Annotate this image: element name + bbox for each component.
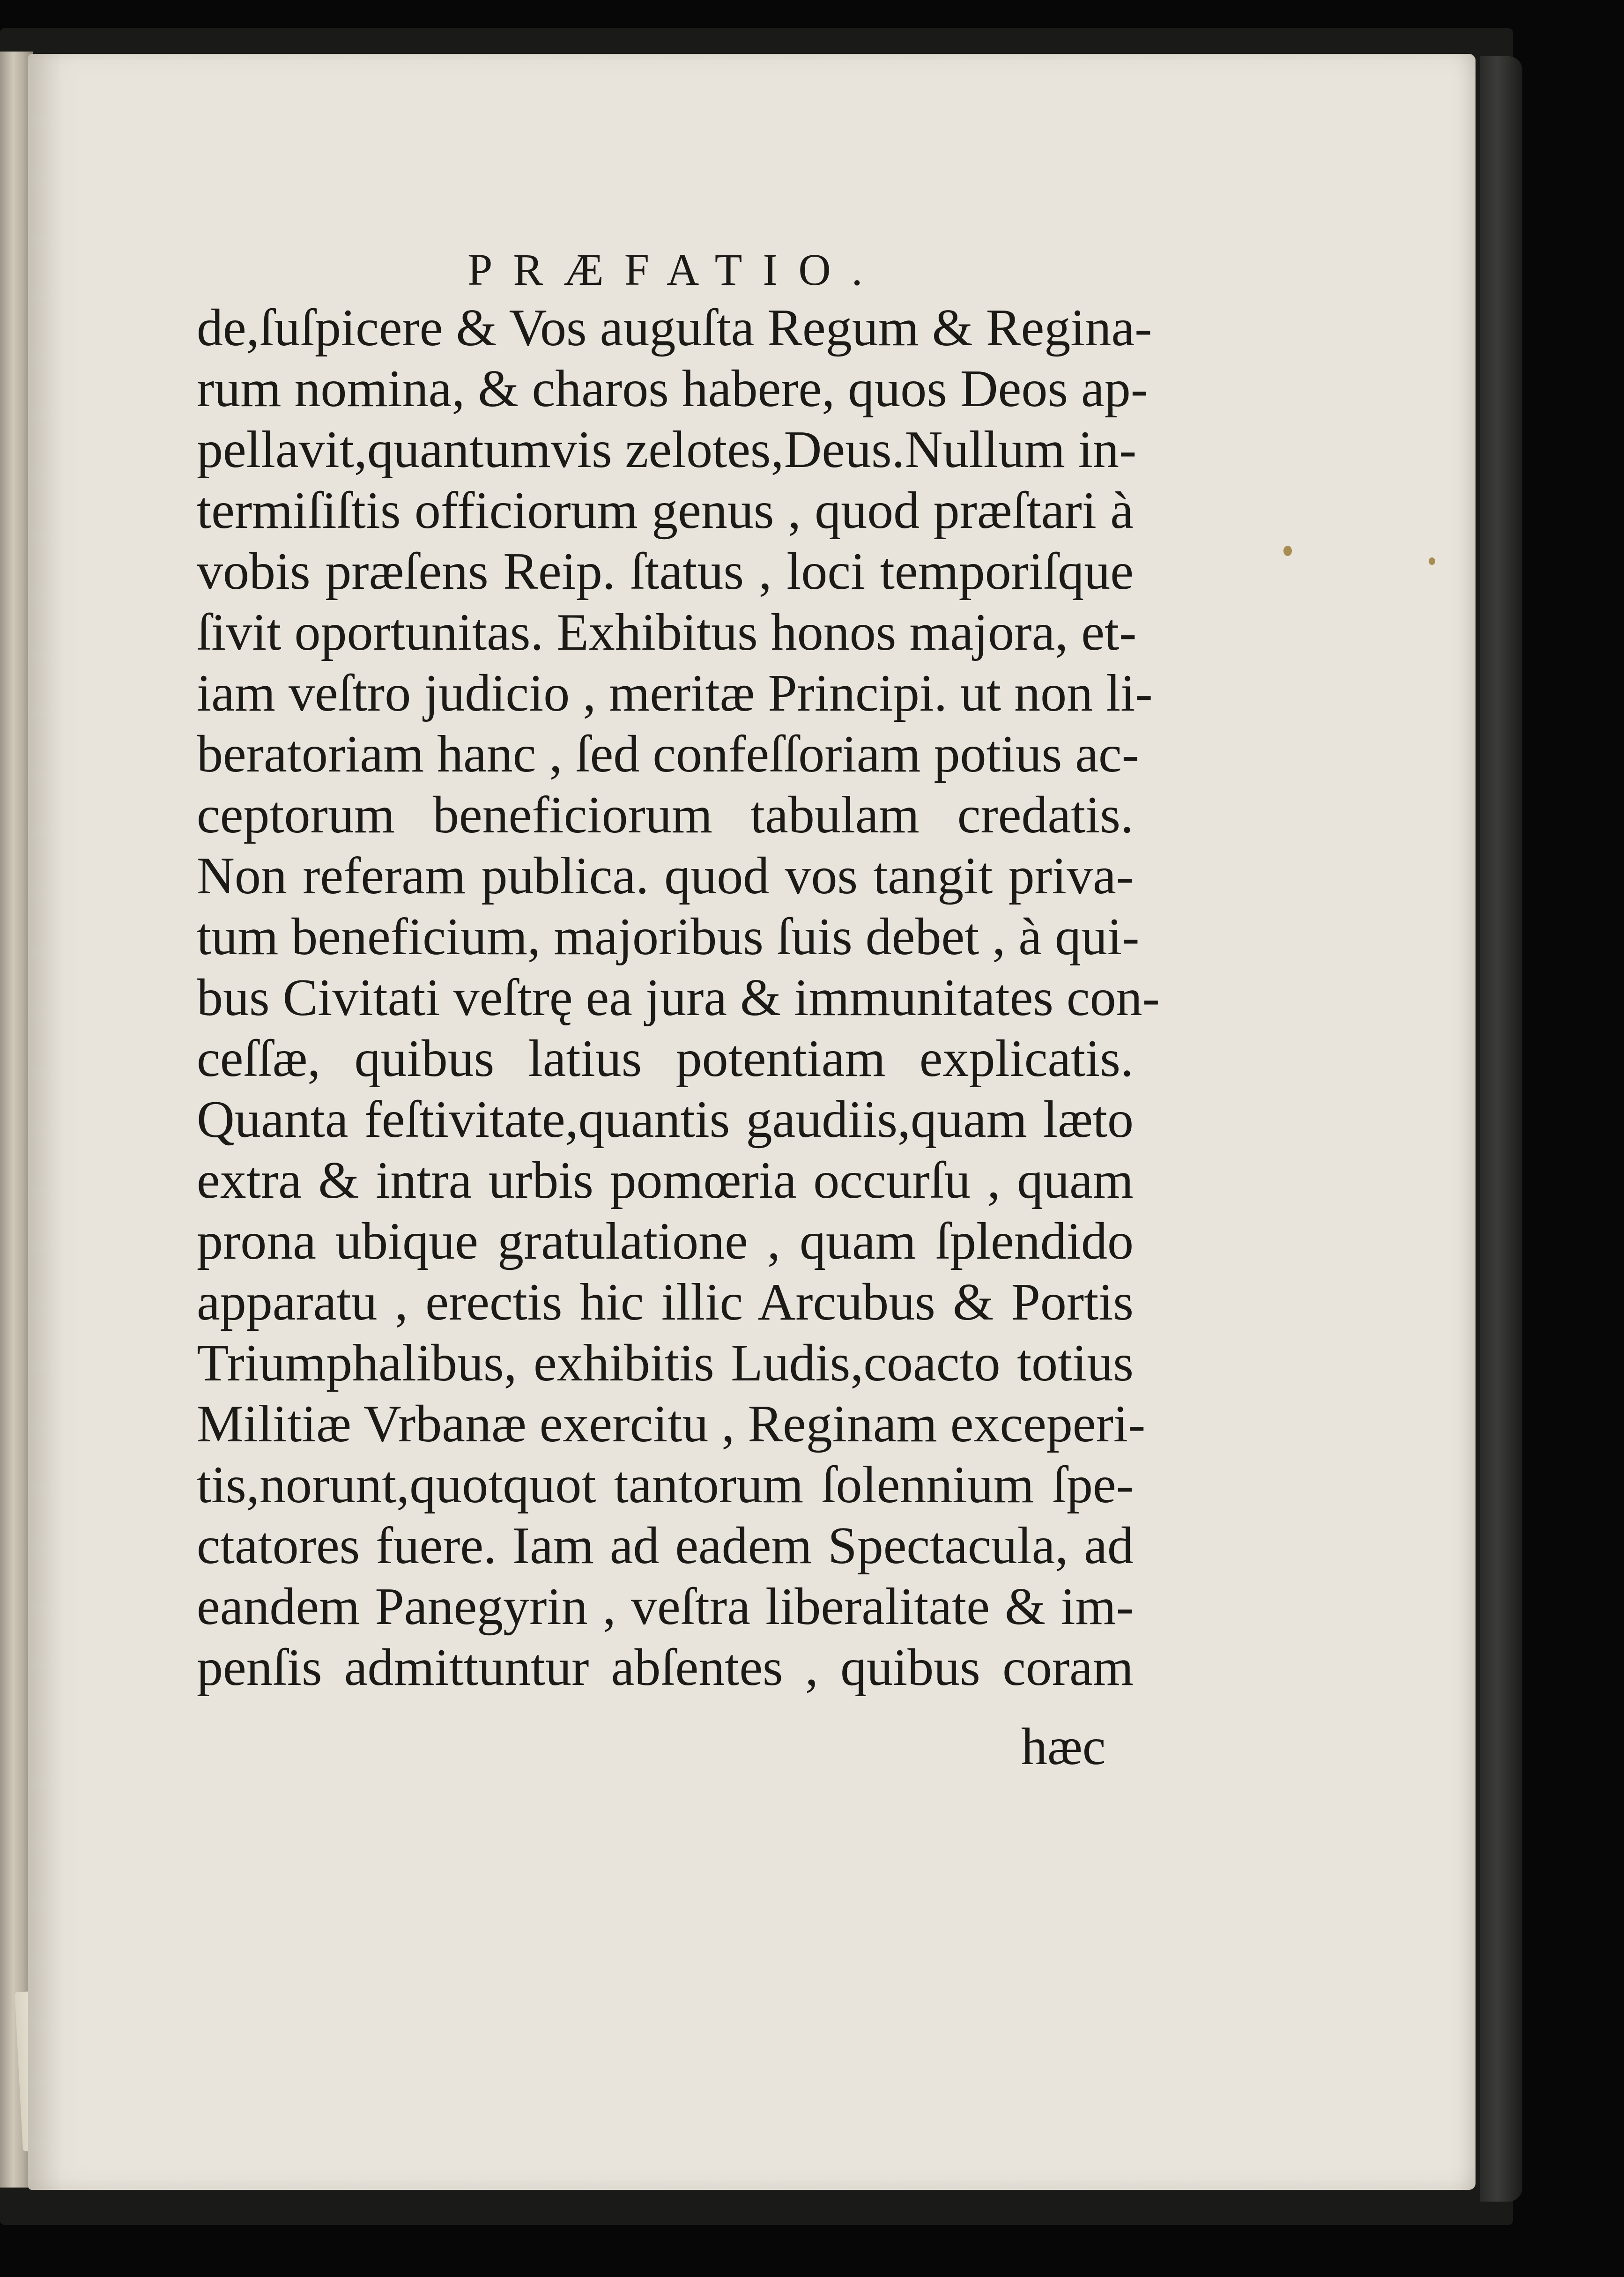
- text-line: Quanta feſtivitate,quantis gaudiis,quam læto: [197, 1090, 1134, 1149]
- text-line: rum nomina, & charos habere, quos Deos ap-: [197, 360, 1148, 418]
- text-line: pellavit,quantumvis zelotes,Deus.Nullum in-: [197, 421, 1137, 479]
- text-line: prona ubique gratulatione , quam ſplendido: [197, 1212, 1134, 1270]
- text-line: Non referam publica. quod vos tangit priva-: [197, 847, 1134, 905]
- text-line: tum beneficium, majoribus ſuis debet , à qui-: [197, 908, 1140, 966]
- book-cover-edge: [1480, 56, 1522, 2202]
- text-line: eandem Panegyrin , veſtra liberalitate & im-: [197, 1578, 1134, 1636]
- text-line: extra & intra urbis pomœria occurſu , quam: [197, 1151, 1134, 1209]
- paper-speck: [1283, 546, 1292, 556]
- body-text: [197, 297, 1160, 1698]
- text-line: tis,norunt,quotquot tantorum ſolennium ſpe-: [197, 1456, 1134, 1514]
- text-line: ctatores fuere. Iam ad eadem Spectacula, ad: [197, 1517, 1134, 1575]
- text-line: Militiæ Vrbanæ exercitu , Reginam exceperi-: [197, 1395, 1146, 1453]
- text-line: ceptorum beneficiorum tabulam credatis.: [197, 786, 1134, 844]
- text-line: beratoriam hanc , ſed confeſſoriam potius ac-: [197, 725, 1140, 783]
- running-header: PRÆFATIO.: [467, 245, 883, 295]
- paper-speck: [1429, 557, 1435, 565]
- text-line: termiſiſtis officiorum genus , quod præſtari à: [197, 482, 1134, 540]
- text-line: de,ſuſpicere & Vos auguſta Regum & Regina-: [197, 299, 1152, 357]
- text-line: ceſſæ, quibus latius potentiam explicatis.: [197, 1030, 1134, 1088]
- text-line: vobis præſens Reip. ſtatus , loci temporiſque: [197, 542, 1134, 601]
- text-line: bus Civitati veſtrę ea jura & immunitates con-: [197, 969, 1160, 1027]
- text-line: ſivit oportunitas. Exhibitus honos majora, et-: [197, 603, 1137, 661]
- text-line: Triumphalibus, exhibitis Ludis,coacto totius: [197, 1334, 1134, 1392]
- catchword: hæc: [1021, 1718, 1106, 1776]
- text-line: penſis admittuntur abſentes , quibus coram: [197, 1639, 1134, 1697]
- text-line: iam veſtro judicio , meritæ Principi. ut non li-: [197, 664, 1153, 722]
- text-line: apparatu , erectis hic illic Arcubus & Portis: [197, 1273, 1134, 1331]
